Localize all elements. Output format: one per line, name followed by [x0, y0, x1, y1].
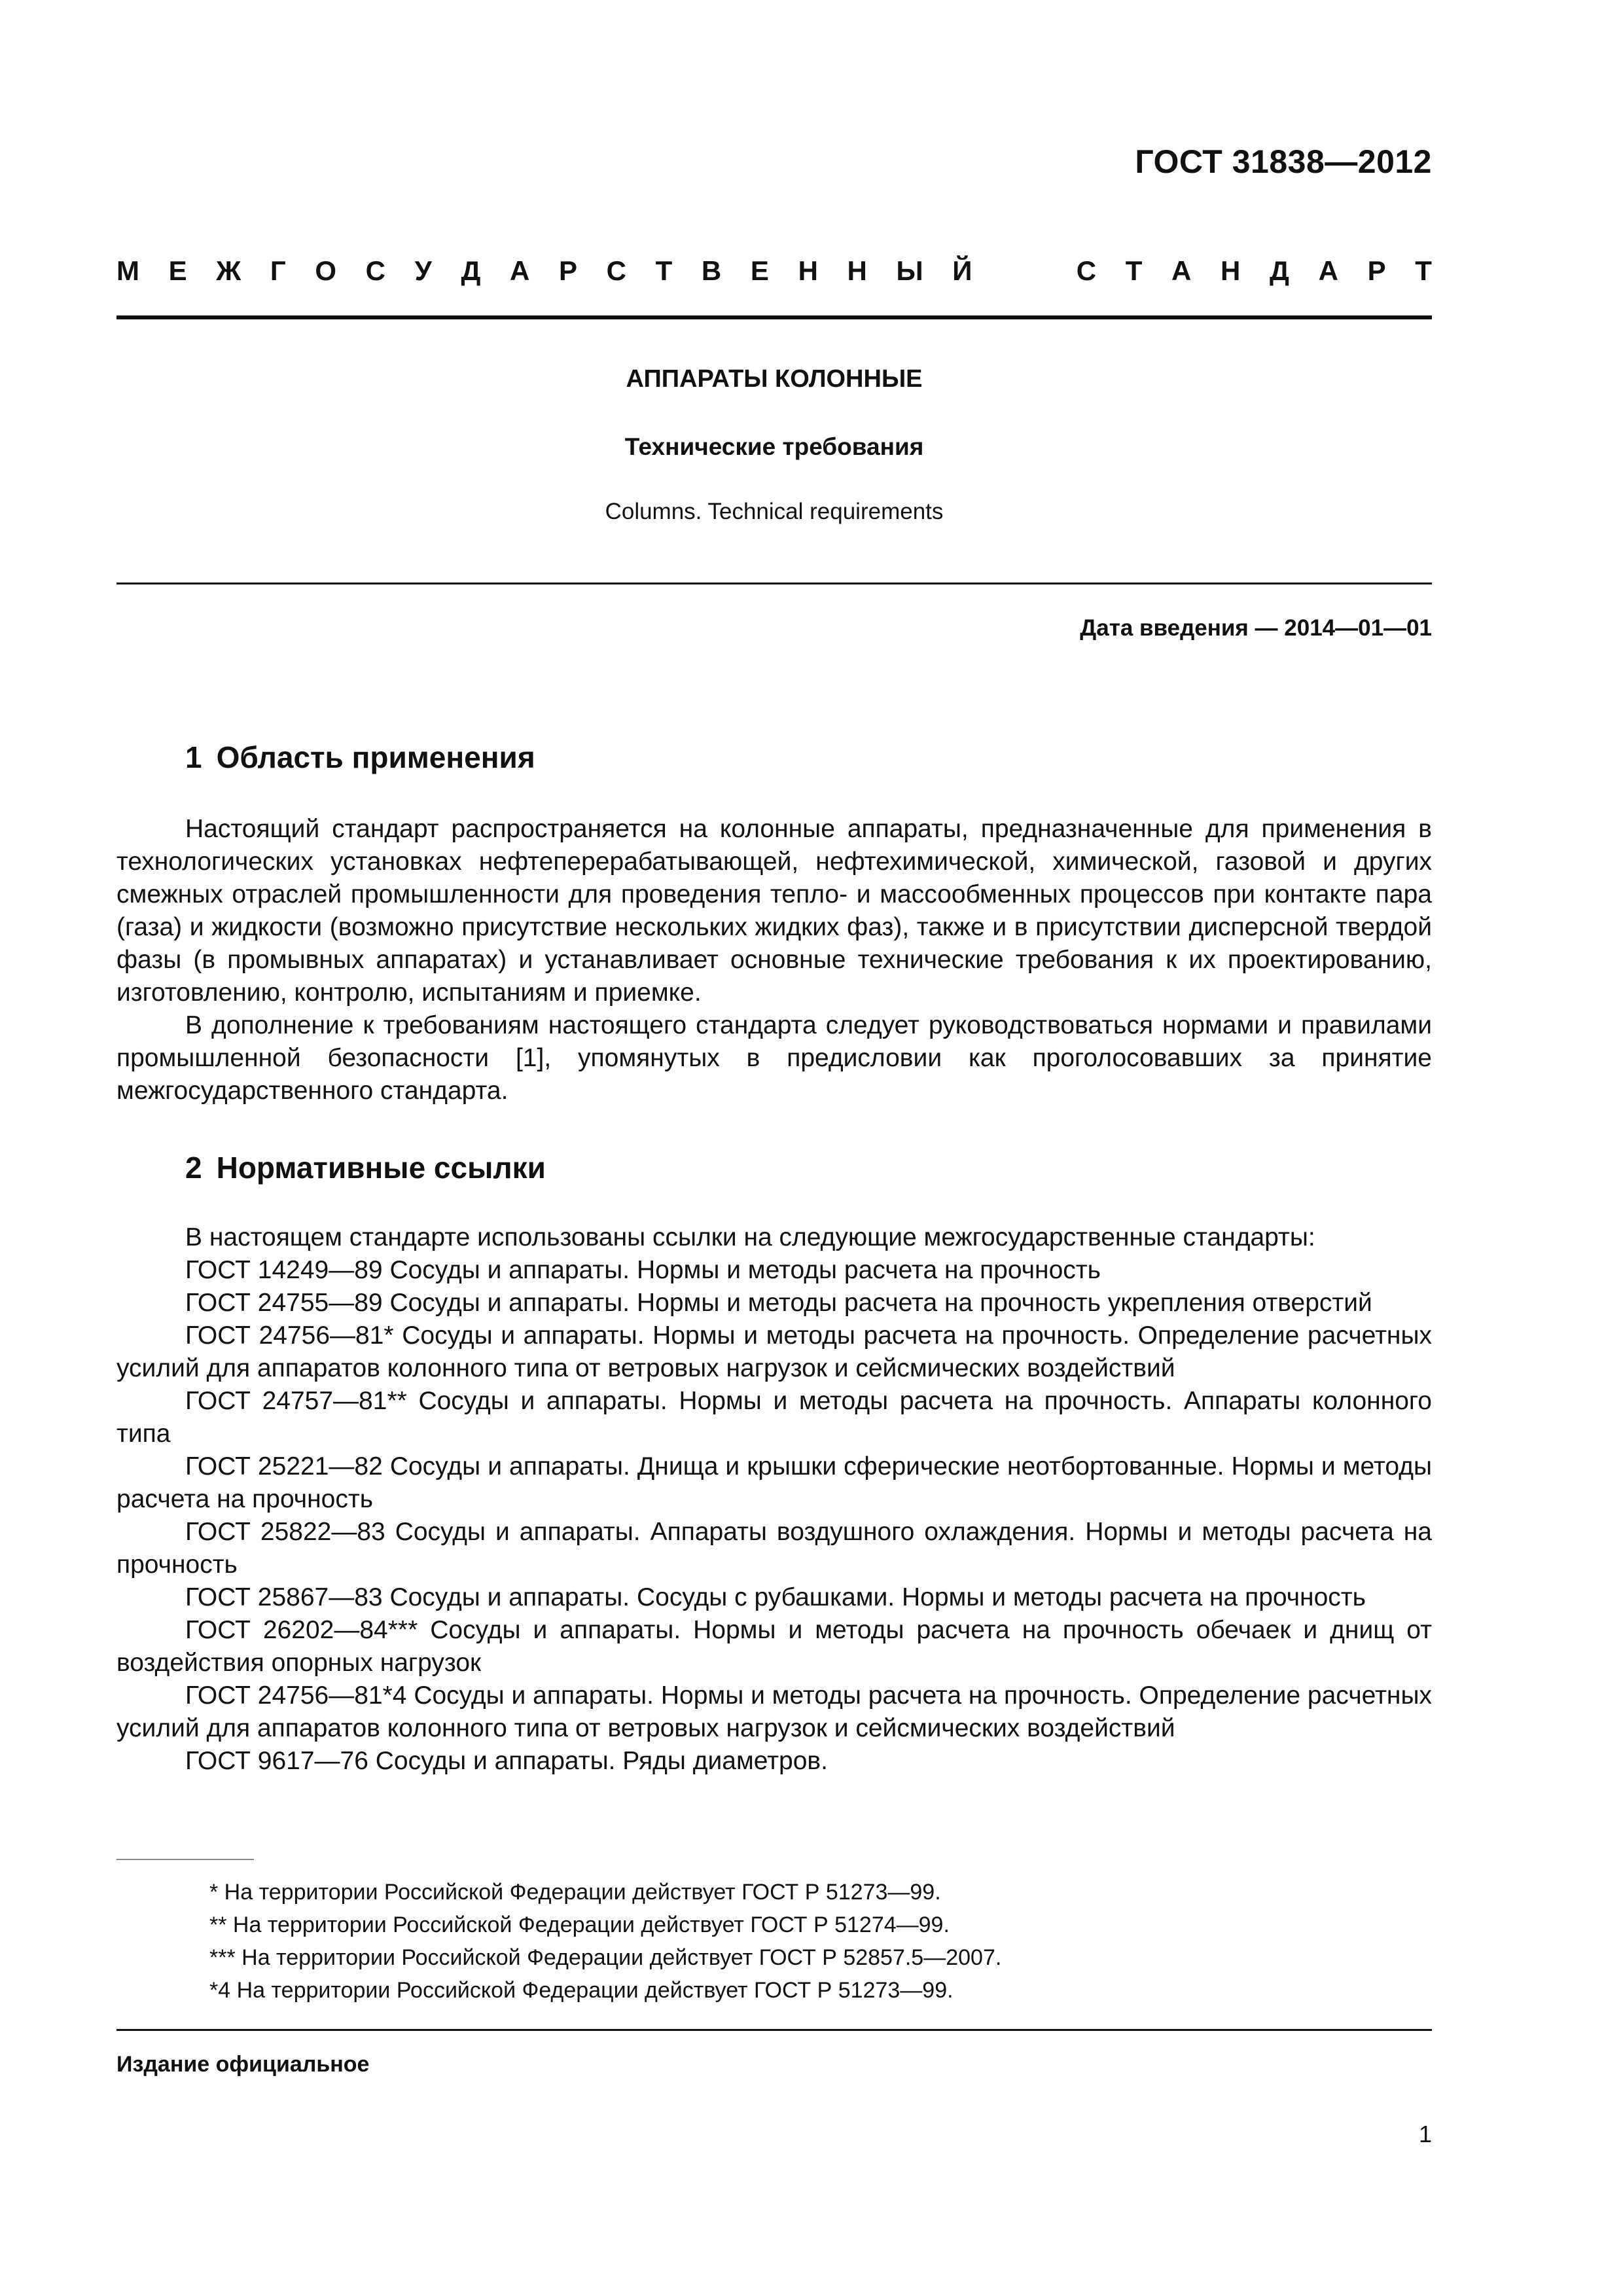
paragraph: В дополнение к требованиям настоящего стандарта следует руководствоваться нормами и правилами промышленной безопасности [1], упомянутых в предисловии как проголосовавших за принятие межгосударственного стандарта.	[116, 1011, 1432, 1105]
reference-item: ГОСТ 26202—84*** Сосуды и аппараты. Нормы и методы расчета на прочность обечаек и днищ от воздействия опорных нагрузок	[116, 1616, 1432, 1677]
banner-letter: А	[510, 255, 530, 286]
footnote: *4 На территории Российской Федерации действует ГОСТ Р 51273—99.	[209, 1978, 954, 2003]
reference-item: ГОСТ 25221—82 Сосуды и аппараты. Днища и крышки сферические неотбортованные. Нормы и методы расчета на прочность	[116, 1452, 1432, 1513]
document-number: ГОСТ 31838—2012	[1135, 143, 1432, 180]
reference-item: ГОСТ 24756—81* Сосуды и аппараты. Нормы и методы расчета на прочность. Определение расчетных усилий для аппаратов колонного типа от ветровых нагрузок и сейсмических воздействий	[116, 1321, 1432, 1382]
reference-item: ГОСТ 14249—89 Сосуды и аппараты. Нормы и методы расчета на прочность	[185, 1256, 1101, 1284]
banner-letter: Н	[847, 255, 867, 286]
standard-type-banner	[116, 255, 1432, 295]
banner-letter: С	[606, 255, 626, 286]
section-title: Область применения	[216, 740, 535, 774]
section-number: 2	[185, 1151, 202, 1185]
banner-letter: Н	[1221, 255, 1241, 286]
banner-letter: А	[1171, 255, 1192, 286]
banner-letter: О	[315, 255, 337, 286]
footnote: * На территории Российской Федерации действует ГОСТ Р 51273—99.	[209, 1880, 941, 1905]
banner-letter: Й	[952, 255, 972, 286]
banner-letter: С	[365, 255, 386, 286]
header-rule	[116, 315, 1432, 319]
banner-gap	[1001, 255, 1047, 295]
reference-item: ГОСТ 9617—76 Сосуды и аппараты. Ряды диаметров.	[185, 1747, 828, 1775]
banner-letter: Г	[270, 255, 286, 286]
banner-letter: Е	[168, 255, 187, 286]
banner-letter: Е	[750, 255, 769, 286]
page-number: 1	[1418, 2121, 1432, 2147]
section-2-body	[116, 1221, 1432, 1778]
edition-label: Издание официальное	[116, 2052, 370, 2077]
reference-item: ГОСТ 24757—81** Сосуды и аппараты. Нормы и методы расчета на прочность. Аппараты колонного типа	[116, 1387, 1432, 1448]
reference-list	[116, 1254, 1432, 1778]
banner-letter: С	[1076, 255, 1097, 286]
document-title-english: Columns. Technical requirements	[605, 499, 944, 524]
paragraph: Настоящий стандарт распространяется на колонные аппараты, предназначенные для применения в технологических установках нефтеперерабатывающей, нефтехимической, химической, газовой и других смежных отраслей промышленности для проведения тепло- и массообменных процессов при контакте пара (газа) и жидкости (возможно присутствие нескольких жидких фаз), также и в присутствии дисперсной твердой фазы (в промывных аппаратах) и устанавливает основные технические требования к их проектированию, изготовлению, контролю, испытаниям и приемке.	[116, 815, 1432, 1007]
section-2-heading	[185, 1150, 546, 1185]
reference-item: ГОСТ 25867—83 Сосуды и аппараты. Сосуды с рубашками. Нормы и методы расчета на прочность	[185, 1583, 1366, 1611]
banner-letter: М	[116, 255, 139, 286]
banner-letter: Т	[655, 255, 673, 286]
banner-letter: Н	[798, 255, 818, 286]
introduction-date: Дата введения — 2014—01—01	[1080, 615, 1432, 641]
section-number: 1	[185, 740, 202, 774]
document-subtitle: Технические требования	[624, 433, 924, 460]
title-rule	[116, 583, 1432, 584]
banner-letter: Ж	[216, 255, 241, 286]
document-title: АППАРАТЫ КОЛОННЫЕ	[626, 365, 923, 393]
paragraph: В настоящем стандарте использованы ссылки на следующие межгосударственные стандарты:	[185, 1223, 1315, 1251]
banner-letter: Р	[1367, 255, 1386, 286]
footnote: *** На территории Российской Федерации действует ГОСТ Р 52857.5—2007.	[209, 1945, 1002, 1970]
footnotes	[209, 1876, 1001, 2007]
footnote: ** На территории Российской Федерации действует ГОСТ Р 51274—99.	[209, 1912, 950, 1937]
banner-letter: Р	[558, 255, 577, 286]
section-1-heading	[185, 740, 535, 775]
banner-letter: Т	[1125, 255, 1143, 286]
banner-letter: У	[414, 255, 432, 286]
reference-item: ГОСТ 24756—81*4 Сосуды и аппараты. Нормы и методы расчета на прочность. Определение расчетных усилий для аппаратов колонного типа от ветровых нагрузок и сейсмических воздействий	[116, 1681, 1432, 1742]
banner-letter: Ы	[896, 255, 923, 286]
banner-letter: В	[701, 255, 722, 286]
banner-letter: Д	[461, 255, 481, 286]
footnote-separator	[116, 1859, 254, 1860]
reference-item: ГОСТ 24755—89 Сосуды и аппараты. Нормы и методы расчета на прочность укрепления отверстий	[185, 1289, 1372, 1317]
banner-letter: А	[1318, 255, 1338, 286]
reference-item: ГОСТ 25822—83 Сосуды и аппараты. Аппараты воздушного охлаждения. Нормы и методы расчета на прочность	[116, 1518, 1432, 1579]
banner-letter: Т	[1415, 255, 1432, 286]
section-1-body	[116, 813, 1432, 1107]
footer-rule	[116, 2029, 1432, 2031]
section-title: Нормативные ссылки	[216, 1151, 546, 1185]
banner-letter: Д	[1270, 255, 1289, 286]
